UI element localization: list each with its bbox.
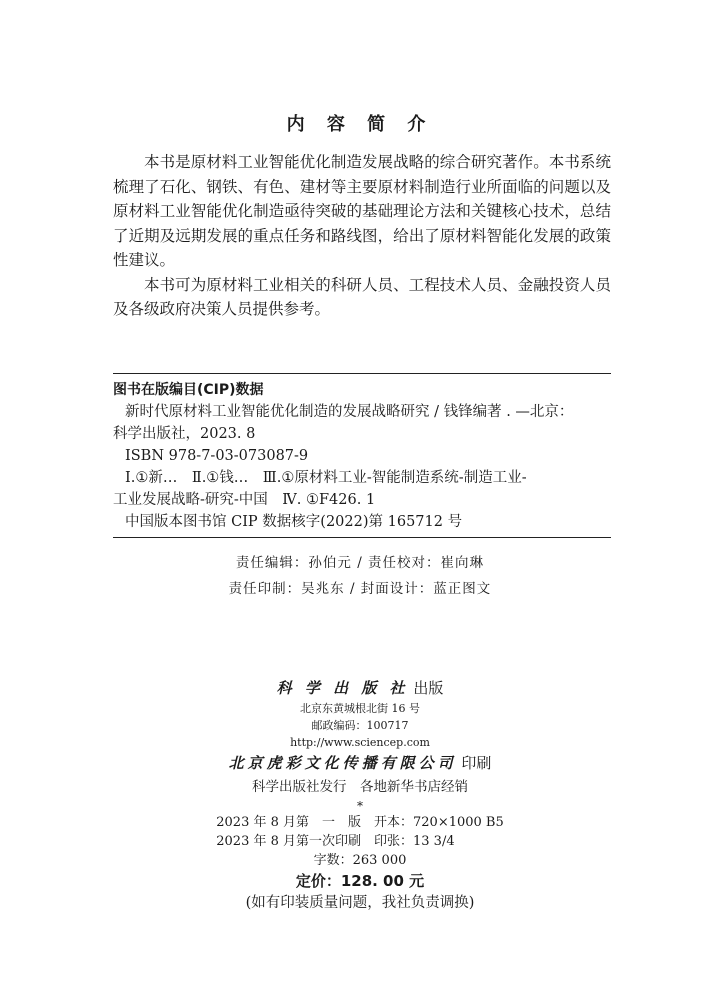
credits-production: 责任印制：吴兆东 / 封面设计：蓝正图文 xyxy=(228,581,492,597)
credits-editors: 责任编辑：孙伯元 / 责任校对：崔向琳 xyxy=(235,555,485,571)
cip-line-classification-cont: 工业发展战略-研究-中国 Ⅳ. ①F426. 1 xyxy=(113,492,376,508)
credits-section xyxy=(0,550,720,602)
cip-heading: 图书在版编目(CIP)数据 xyxy=(113,382,264,398)
printing-line: 2023 年 8 月第一次印刷 印张：13 3/4 xyxy=(216,834,455,849)
cip-block xyxy=(113,373,611,538)
printer-name: 北京虎彩文化传播有限公司 xyxy=(228,754,457,772)
publisher-line xyxy=(0,676,720,700)
page-title: 内 容 简 介 xyxy=(286,114,434,135)
publisher-name-suffix: 出版 xyxy=(413,679,444,697)
cip-line-classification: Ⅰ.①新… Ⅱ.①钱… Ⅲ.①原材料工业-智能制造系统-制造工业- xyxy=(125,470,527,486)
print-info-block xyxy=(216,813,504,851)
distribution-line: 科学出版社发行 各地新华书店经销 xyxy=(252,779,468,795)
publisher-address: 北京东黄城根北街 16 号 xyxy=(300,702,420,715)
publisher-section xyxy=(0,676,720,914)
printer-suffix: 印刷 xyxy=(461,754,492,772)
cip-line-title: 新时代原材料工业智能优化制造的发展战略研究 / 钱锋编著 . —北京： xyxy=(125,404,574,420)
wordcount-line: 字数：263 000 xyxy=(313,853,407,868)
publisher-name: 科 学 出 版 社 xyxy=(276,679,409,697)
cip-line-publisher: 科学出版社，2023. 8 xyxy=(113,426,256,442)
intro-paragraph-1: 本书是原材料工业智能优化制造发展战略的综合研究著作。本书系统梳理了石化、钢铁、有色、建材等主要原材料制造行业所面临的问题以及原材料工业智能优化制造亟待突破的基础理论方法和关键核心技术，总结了近期及远期发展的重点任务和路线图，给出了原材料智能化发展的政策性建议。 xyxy=(113,153,611,269)
cip-line-isbn: ISBN 978-7-03-073087-9 xyxy=(125,448,309,464)
printer-line xyxy=(0,751,720,775)
publisher-url: http://www.sciencep.com xyxy=(290,736,430,749)
publisher-postcode: 邮政编码：100717 xyxy=(311,719,409,732)
intro-paragraph-2: 本书可为原材料工业相关的科研人员、工程技术人员、金融投资人员及各级政府决策人员提供参考。 xyxy=(113,275,611,318)
intro-section xyxy=(113,150,611,322)
cip-line-record-number: 中国版本图书馆 CIP 数据核字(2022)第 165712 号 xyxy=(125,514,463,530)
separator-star: * xyxy=(357,799,363,813)
quality-note: (如有印装质量问题，我社负责调换) xyxy=(245,895,475,911)
edition-line: 2023 年 8 月第 一 版 开本：720×1000 B5 xyxy=(216,815,504,830)
price-line: 定价：128. 00 元 xyxy=(295,872,425,890)
